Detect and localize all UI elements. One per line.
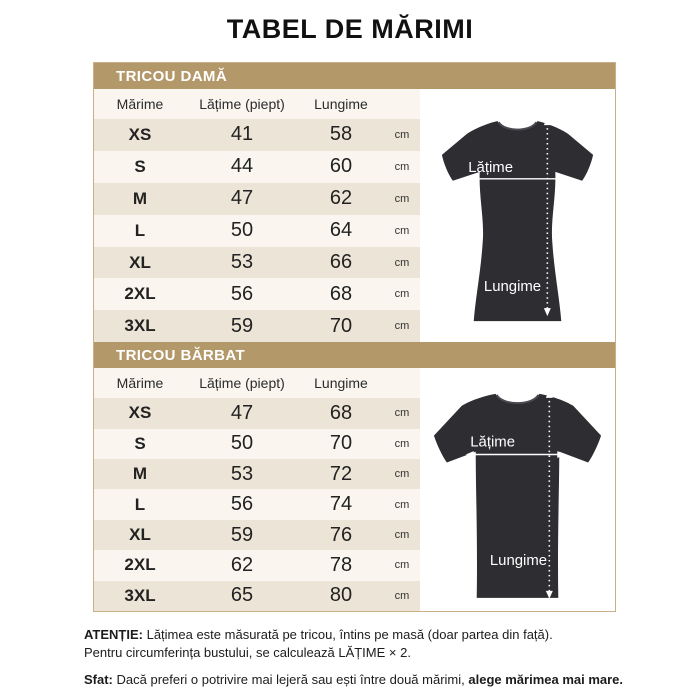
- width-value: 59: [230, 314, 254, 337]
- table-row: [94, 215, 420, 247]
- size-value: XL: [129, 525, 151, 544]
- section-men: [94, 342, 615, 611]
- width-value: 56: [230, 493, 254, 516]
- section-header-women: TRICOU DAMĂ: [94, 63, 615, 89]
- table-row: [94, 429, 420, 459]
- attention-text: Lățimea este măsurată pe tricou, întins pe masă (doar partea din față).: [142, 627, 553, 642]
- length-value: 80: [329, 584, 353, 607]
- width-value: 41: [230, 123, 254, 146]
- size-value: XS: [128, 124, 152, 144]
- size-value: XL: [129, 252, 151, 272]
- size-value: XS: [128, 403, 152, 423]
- unit-label: cm: [394, 468, 410, 481]
- width-value: 47: [230, 187, 254, 210]
- unit-label: cm: [394, 224, 410, 237]
- unit-label: cm: [394, 192, 410, 205]
- length-value: 74: [329, 493, 353, 516]
- tip-note: [84, 671, 644, 689]
- table-row: [94, 247, 420, 279]
- width-arrow-label: Lățime: [470, 433, 516, 451]
- table-row: [94, 581, 420, 611]
- width-value: 53: [230, 251, 254, 273]
- footer-notes: [84, 626, 644, 689]
- width-value: 65: [230, 584, 254, 607]
- tshirt-figure-men: [420, 368, 615, 611]
- unit-label: cm: [394, 288, 410, 301]
- tip-label: Sfat:: [84, 672, 113, 687]
- section-header-men: TRICOU BĂRBAT: [94, 342, 615, 368]
- table-header-men: [94, 368, 420, 398]
- length-value: 58: [329, 123, 353, 146]
- column-header-width: Lățime (piept): [199, 375, 285, 392]
- table-row: [94, 278, 420, 310]
- table-header-women: [94, 89, 420, 119]
- men-tshirt-image: [420, 368, 615, 611]
- width-arrow-label: Lățime: [468, 158, 514, 176]
- section-content-women: [94, 89, 615, 342]
- table-row: [94, 398, 420, 428]
- width-value: 44: [230, 155, 254, 178]
- size-value: M: [132, 188, 148, 208]
- table-row: [94, 183, 420, 215]
- length-arrow-label: Lungime: [489, 552, 548, 570]
- tshirt-figure-women: [420, 89, 615, 342]
- tip-text: Dacă preferi o potrivire mai lejeră sau ești între două mărimi,: [112, 672, 469, 687]
- table-row: [94, 550, 420, 580]
- table-row: [94, 310, 420, 342]
- unit-label: cm: [394, 498, 410, 511]
- column-header-length: Lungime: [314, 375, 368, 392]
- section-content-men: [94, 368, 615, 611]
- length-value: 78: [329, 553, 353, 576]
- size-value: S: [134, 433, 146, 453]
- length-value: 70: [329, 314, 353, 337]
- table-row: [94, 520, 420, 550]
- length-arrow-label: Lungime: [483, 278, 542, 296]
- women-tshirt-image: [420, 89, 615, 342]
- tip-bold: alege mărimea mai mare.: [468, 672, 624, 687]
- width-value: 50: [230, 432, 254, 455]
- unit-label: cm: [394, 160, 410, 173]
- length-value: 60: [329, 155, 353, 178]
- size-value: 3XL: [124, 585, 156, 605]
- size-value: 2XL: [124, 284, 156, 304]
- column-header-size: Mărime: [116, 96, 164, 112]
- table-row: [94, 459, 420, 489]
- width-value: 50: [230, 219, 254, 242]
- size-table-men: [94, 368, 420, 611]
- unit-label: cm: [394, 437, 410, 450]
- unit-label: cm: [394, 559, 410, 572]
- column-header-size: Mărime: [116, 375, 164, 392]
- column-header-length: Lungime: [314, 96, 368, 112]
- length-value: 62: [329, 187, 353, 210]
- table-row: [94, 489, 420, 519]
- length-value: 76: [329, 523, 353, 546]
- size-chart-panel: [93, 62, 616, 612]
- attention-note: [84, 626, 644, 644]
- length-value: 72: [329, 462, 353, 485]
- unit-label: cm: [394, 256, 410, 269]
- width-value: 53: [230, 462, 254, 485]
- unit-label: cm: [394, 529, 410, 541]
- width-value: 62: [230, 553, 254, 576]
- unit-label: cm: [394, 589, 410, 602]
- width-value: 56: [230, 282, 254, 305]
- size-value: L: [134, 494, 146, 514]
- width-value: 59: [230, 523, 254, 546]
- size-table-women: [94, 89, 420, 342]
- table-row: [94, 151, 420, 183]
- size-value: L: [134, 220, 146, 240]
- table-row: [94, 119, 420, 151]
- length-value: 70: [329, 432, 353, 455]
- size-value: M: [132, 464, 148, 484]
- unit-label: cm: [394, 128, 410, 141]
- length-value: 68: [329, 282, 353, 305]
- size-value: 2XL: [124, 555, 156, 575]
- length-value: 66: [329, 251, 353, 273]
- section-women: [94, 63, 615, 342]
- bust-note: Pentru circumferința bustului, se calculează LĂȚIME × 2.: [84, 645, 411, 660]
- size-value: 3XL: [124, 316, 156, 336]
- unit-label: cm: [394, 407, 410, 420]
- size-value: S: [134, 156, 146, 176]
- attention-label: ATENȚIE:: [84, 627, 143, 642]
- width-value: 47: [230, 401, 254, 424]
- length-value: 64: [329, 219, 353, 242]
- page-title: TABEL DE MĂRIMI: [226, 14, 474, 44]
- column-header-width: Lățime (piept): [199, 96, 285, 112]
- unit-label: cm: [394, 320, 410, 333]
- length-value: 68: [329, 401, 353, 424]
